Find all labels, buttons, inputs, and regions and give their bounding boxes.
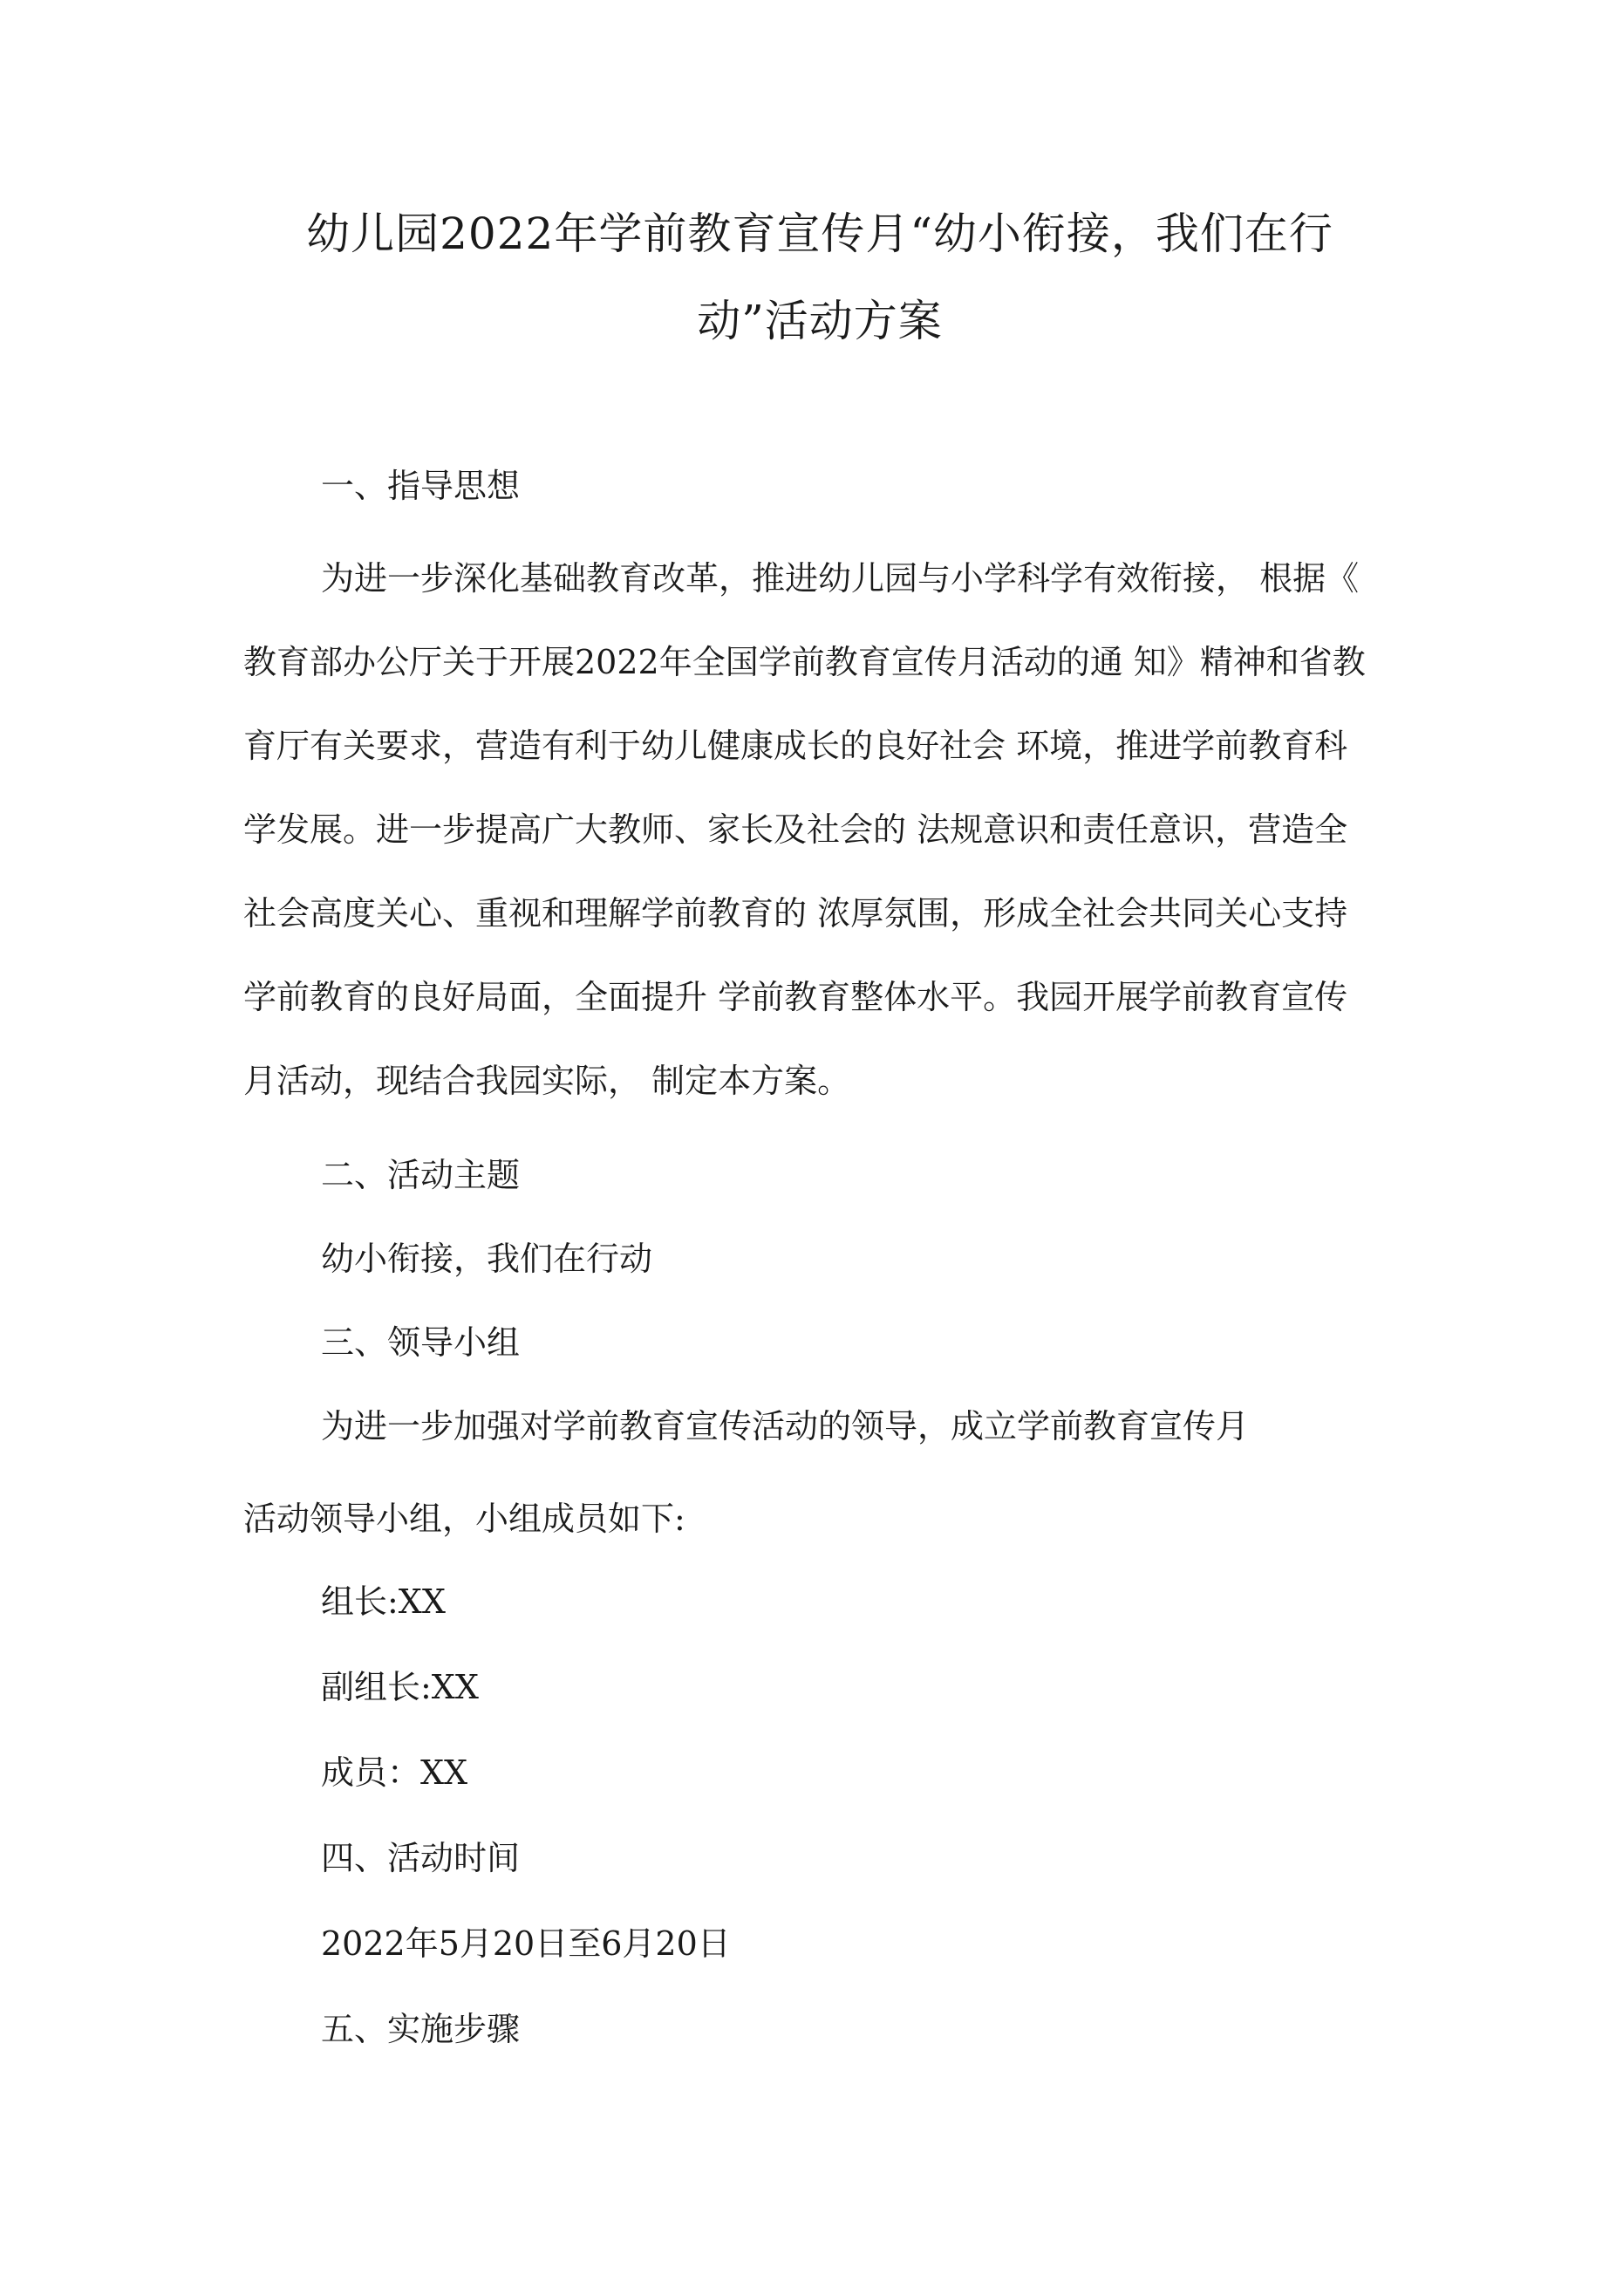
activity-theme-text: 幼小衔接，我们在行动 xyxy=(321,1240,653,1278)
leadership-group-text-line-2: 活动领导小组，小组成员如下: xyxy=(243,1500,685,1538)
group-vice-leader: 副组长:XX xyxy=(321,1668,479,1706)
section-heading-activity-theme: 二、活动主题 xyxy=(321,1156,521,1194)
paragraph-line: 学前教育的良好局面，全面提升 学前教育整体水平。我园开展学前教育宣传 xyxy=(243,978,1348,1016)
section-heading-implementation-steps: 五、实施步骤 xyxy=(321,2010,521,2048)
paragraph-line: 育厅有关要求，营造有利于幼儿健康成长的良好社会 环境，推进学前教育科 xyxy=(243,727,1348,765)
activity-time-text: 2022年5月20日至6月20日 xyxy=(321,1924,731,1963)
paragraph-line: 月活动，现结合我园实际， 制定本方案。 xyxy=(243,1062,851,1100)
title-line-1: 幼儿园2022年学前教育宣传月“幼小衔接，我们在行 xyxy=(306,208,1333,259)
paragraph-line: 社会高度关心、重视和理解学前教育的 浓厚氛围，形成全社会共同关心支持 xyxy=(243,894,1348,933)
section-paragraph-guiding-ideology xyxy=(243,536,1400,1123)
title-line-2: 动”活动方案 xyxy=(697,296,943,346)
paragraph-line: 为进一步深化基础教育改革，推进幼儿园与小学科学有效衔接， 根据《 xyxy=(321,559,1360,598)
leadership-group-text-line-1: 为进一步加强对学前教育宣传活动的领导，成立学前教育宣传月 xyxy=(321,1407,1250,1445)
section-heading-activity-time: 四、活动时间 xyxy=(321,1839,521,1877)
section-heading-guiding-ideology: 一、指导思想 xyxy=(321,467,521,505)
paragraph-line: 教育部办公厅关于开展2022年全国学前教育宣传月活动的通 知》精神和省教 xyxy=(243,643,1366,681)
document-title xyxy=(244,190,1395,365)
section-heading-leadership-group: 三、领导小组 xyxy=(321,1323,521,1362)
group-leader: 组长:XX xyxy=(321,1582,446,1621)
group-members: 成员：XX xyxy=(321,1753,468,1792)
paragraph-line: 学发展。进一步提高广大教师、家长及社会的 法规意识和责任意识，营造全 xyxy=(243,810,1348,849)
